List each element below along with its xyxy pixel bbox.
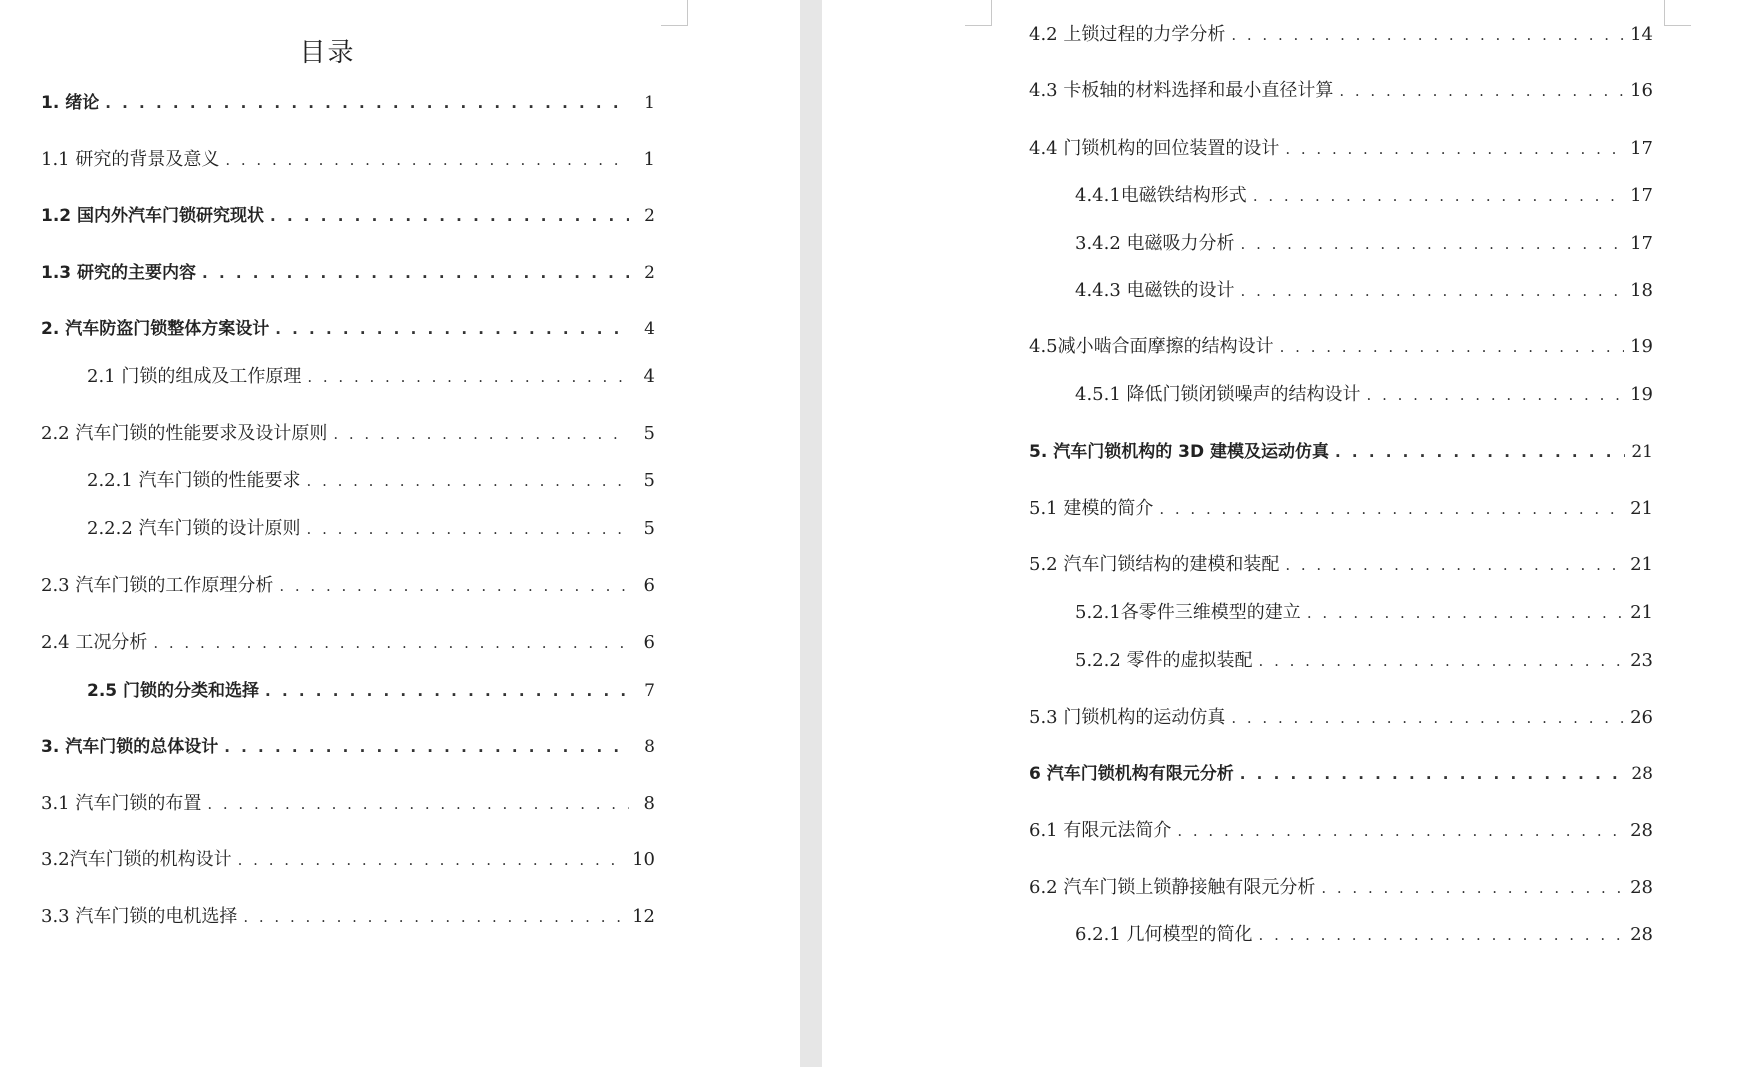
toc-entry-label: 2.5 门锁的分类和选择: [87, 681, 260, 701]
toc-entry-label: 5.2.2 零件的虚拟装配: [1075, 650, 1253, 671]
toc-dot-leader: [265, 679, 629, 703]
toc-entry[interactable]: [41, 905, 655, 929]
toc-entry-page-number: 28: [1631, 764, 1653, 784]
toc-dot-leader: [225, 148, 629, 172]
toc-entry-page-number: 28: [1630, 877, 1653, 898]
toc-entry[interactable]: [87, 469, 655, 493]
toc-dot-leader: [270, 204, 629, 228]
toc-entry-page-number: 2: [644, 263, 655, 283]
toc-entry-label: 3. 汽车门锁的总体设计: [41, 737, 219, 757]
toc-entry-page-number: 28: [1630, 820, 1653, 841]
toc-entry-label: 2.2.1 汽车门锁的性能要求: [87, 470, 301, 491]
toc-entry-page-number: 18: [1630, 280, 1653, 301]
toc-entry[interactable]: [41, 792, 655, 816]
toc-entry-label: 5.1 建模的简介: [1029, 498, 1154, 519]
crop-mark: [1664, 0, 1691, 26]
toc-entry-page-number: 4: [644, 319, 655, 339]
toc-entry[interactable]: [1029, 335, 1653, 359]
toc-dot-leader: [207, 792, 629, 816]
crop-mark: [965, 0, 992, 26]
toc-entry-page-number: 5: [643, 518, 655, 539]
toc-entry-label: 3.2汽车门锁的机构设计: [41, 849, 232, 870]
toc-entry[interactable]: [87, 679, 655, 703]
toc-entry-label: 1.1 研究的背景及意义: [41, 149, 220, 170]
toc-entry-page-number: 21: [1631, 442, 1653, 462]
toc-entry-page-number: 23: [1630, 650, 1653, 671]
toc-entry[interactable]: [41, 848, 655, 872]
toc-entry[interactable]: [1075, 184, 1653, 208]
toc-entry[interactable]: [1029, 23, 1653, 47]
toc-entry-label: 6.2 汽车门锁上锁静接触有限元分析: [1029, 877, 1316, 898]
toc-entry[interactable]: [87, 517, 655, 541]
toc-entry-label: 3.4.2 电磁吸力分析: [1075, 233, 1235, 254]
toc-page-left: [0, 0, 800, 1067]
toc-entry[interactable]: [41, 317, 655, 341]
toc-entry[interactable]: [41, 422, 655, 446]
toc-entry-label: 2. 汽车防盗门锁整体方案设计: [41, 319, 270, 339]
toc-entry-page-number: 17: [1630, 185, 1653, 206]
toc-entry-page-number: 28: [1630, 924, 1653, 945]
toc-entry[interactable]: [1075, 279, 1653, 303]
toc-entry-label: 1. 绪论: [41, 93, 100, 113]
toc-entry-label: 5.2 汽车门锁结构的建模和装配: [1029, 554, 1280, 575]
toc-entry-page-number: 16: [1630, 80, 1653, 101]
toc-entry-page-number: 21: [1630, 602, 1653, 623]
toc-dot-leader: [1259, 649, 1625, 673]
toc-entry-label: 6 汽车门锁机构有限元分析: [1029, 764, 1234, 784]
toc-entry-page-number: 19: [1630, 384, 1653, 405]
toc-dot-leader: [1231, 23, 1624, 47]
toc-entry-page-number: 21: [1630, 498, 1653, 519]
toc-entry-label: 6.1 有限元法简介: [1029, 820, 1172, 841]
toc-entry-label: 6.2.1 几何模型的简化: [1075, 924, 1253, 945]
toc-entry-page-number: 10: [632, 849, 655, 870]
toc-entry-label: 2.4 工况分析: [41, 632, 148, 653]
toc-entry-page-number: 6: [643, 632, 655, 653]
toc-entry-label: 4.4.1电磁铁结构形式: [1075, 185, 1247, 206]
toc-entry[interactable]: [1029, 819, 1653, 843]
toc-page-right: [822, 0, 1744, 1067]
toc-dot-leader: [1285, 137, 1624, 161]
toc-entry-label: 4.3 卡板轴的材料选择和最小直径计算: [1029, 80, 1334, 101]
toc-entry[interactable]: [41, 735, 655, 759]
toc-entry-page-number: 8: [644, 737, 655, 757]
toc-dot-leader: [1159, 497, 1624, 521]
toc-dot-leader: [202, 261, 629, 285]
toc-entry[interactable]: [87, 365, 655, 389]
toc-dot-leader: [1240, 762, 1626, 786]
toc-dot-leader: [1321, 876, 1624, 900]
toc-entry[interactable]: [1075, 232, 1653, 256]
toc-entry[interactable]: [41, 261, 655, 285]
toc-entry-page-number: 2: [644, 206, 655, 226]
toc-entry-label: 4.5.1 降低门锁闭锁噪声的结构设计: [1075, 384, 1361, 405]
toc-entry-page-number: 12: [632, 906, 655, 927]
toc-entry-page-number: 5: [643, 423, 655, 444]
toc-entry[interactable]: [1075, 923, 1653, 947]
toc-dot-leader: [1367, 383, 1625, 407]
toc-entry[interactable]: [41, 574, 655, 598]
toc-entry[interactable]: [1029, 706, 1653, 730]
toc-entry-page-number: 17: [1630, 233, 1653, 254]
toc-dot-leader: [275, 317, 629, 341]
toc-dot-leader: [105, 91, 629, 115]
toc-entry[interactable]: [1029, 497, 1653, 521]
toc-entry-label: 1.3 研究的主要内容: [41, 263, 197, 283]
toc-entry-page-number: 26: [1630, 707, 1653, 728]
toc-dot-leader: [1231, 706, 1624, 730]
toc-entry-page-number: 5: [643, 470, 655, 491]
toc-dot-leader: [1253, 184, 1624, 208]
toc-dot-leader: [1259, 923, 1625, 947]
toc-entry[interactable]: [41, 631, 655, 655]
toc-entry-page-number: 1: [643, 149, 655, 170]
crop-mark: [661, 0, 688, 26]
toc-entry-label: 5.3 门锁机构的运动仿真: [1029, 707, 1226, 728]
toc-dot-leader: [279, 574, 629, 598]
toc-entry-label: 4.4 门锁机构的回位装置的设计: [1029, 138, 1280, 159]
toc-entry-page-number: 21: [1630, 554, 1653, 575]
toc-dot-leader: [333, 422, 629, 446]
toc-dot-leader: [238, 848, 626, 872]
toc-dot-leader: [307, 517, 629, 541]
toc-entry-page-number: 4: [643, 366, 655, 387]
toc-entry[interactable]: [1075, 649, 1653, 673]
toc-dot-leader: [1280, 335, 1624, 359]
toc-entry-label: 2.1 门锁的组成及工作原理: [87, 366, 302, 387]
toc-dot-leader: [1307, 601, 1624, 625]
toc-entry[interactable]: [1029, 79, 1653, 103]
toc-entry-label: 4.5减小啮合面摩擦的结构设计: [1029, 336, 1274, 357]
toc-entry[interactable]: [1075, 601, 1653, 625]
toc-title: 目录: [299, 38, 356, 68]
toc-entry[interactable]: [41, 148, 655, 172]
toc-entry[interactable]: [1029, 876, 1653, 900]
toc-dot-leader: [1339, 79, 1624, 103]
toc-entry-page-number: 6: [643, 575, 655, 596]
toc-entry[interactable]: [1029, 440, 1653, 464]
toc-dot-leader: [1335, 440, 1625, 464]
toc-entry-label: 5.2.1各零件三维模型的建立: [1075, 602, 1301, 623]
toc-dot-leader: [307, 469, 629, 493]
toc-entry-label: 4.4.3 电磁铁的设计: [1075, 280, 1235, 301]
toc-entry-label: 1.2 国内外汽车门锁研究现状: [41, 206, 265, 226]
toc-dot-leader: [1177, 819, 1624, 843]
toc-entry[interactable]: [1029, 762, 1653, 786]
toc-entry-label: 3.1 汽车门锁的布置: [41, 793, 202, 814]
toc-entry-page-number: 17: [1630, 138, 1653, 159]
toc-entry-label: 2.2.2 汽车门锁的设计原则: [87, 518, 301, 539]
toc-entry-label: 4.2 上锁过程的力学分析: [1029, 24, 1226, 45]
toc-dot-leader: [153, 631, 629, 655]
toc-entry-label: 2.2 汽车门锁的性能要求及设计原则: [41, 423, 328, 444]
toc-dot-leader: [224, 735, 629, 759]
toc-entry[interactable]: [1029, 553, 1653, 577]
toc-entry-label: 3.3 汽车门锁的电机选择: [41, 906, 238, 927]
toc-entry[interactable]: [41, 91, 655, 115]
toc-dot-leader: [1241, 232, 1625, 256]
toc-dot-leader: [1285, 553, 1624, 577]
toc-entry-page-number: 1: [644, 93, 655, 113]
toc-entry[interactable]: [1075, 383, 1653, 407]
toc-entry[interactable]: [1029, 137, 1653, 161]
toc-entry-label: 5. 汽车门锁机构的 3D 建模及运动仿真: [1029, 442, 1329, 462]
toc-dot-leader: [307, 365, 629, 389]
toc-entry-label: 2.3 汽车门锁的工作原理分析: [41, 575, 274, 596]
toc-entry-page-number: 19: [1630, 336, 1653, 357]
toc-entry-page-number: 14: [1630, 24, 1653, 45]
toc-entry-page-number: 7: [644, 681, 655, 701]
toc-entry[interactable]: [41, 204, 655, 228]
toc-entry-page-number: 8: [643, 793, 655, 814]
toc-dot-leader: [243, 905, 626, 929]
toc-dot-leader: [1241, 279, 1625, 303]
